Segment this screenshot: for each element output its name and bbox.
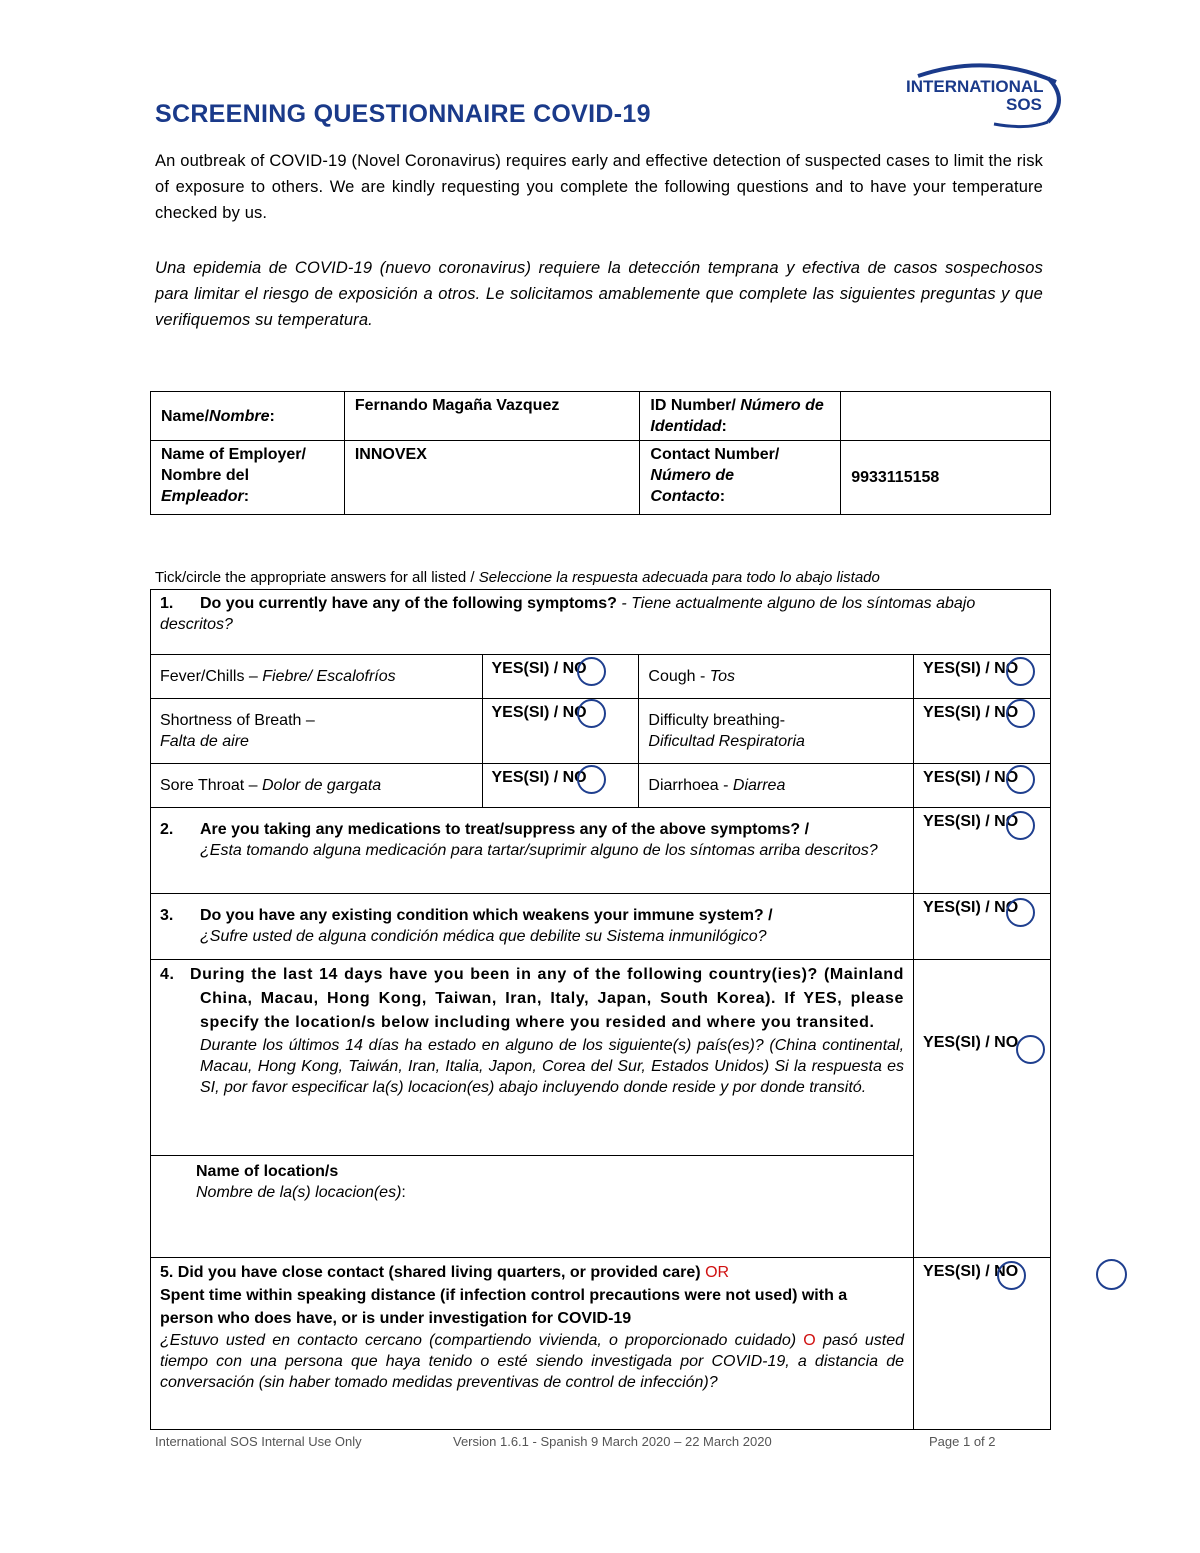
symptom-diarrhoea: Diarrhoea - Diarrea <box>639 764 914 808</box>
symptom-sore-throat: Sore Throat – Dolor de gargata <box>151 764 483 808</box>
employer-field[interactable]: INNOVEX <box>344 441 640 515</box>
answer-sore-throat[interactable]: YES(SI) / NO <box>482 764 639 808</box>
intro-spanish: Una epidemia de COVID-19 (nuevo coronavirus) requiere la detección temprana y efectiva de casos sospechosos para limitar el riesgo de exposición a otros. Le solicitamos amablemente que complete las siguientes preguntas y que verifiquemos su temperatura. <box>155 259 1043 329</box>
answer-difficulty-breathing[interactable]: YES(SI) / NO <box>914 699 1051 764</box>
no-circle-icon <box>1006 898 1035 927</box>
question-1: 1. Do you currently have any of the following symptoms? - Tiene actualmente alguno de los síntomas abajo descritos? <box>151 590 1051 655</box>
no-circle-icon <box>997 1261 1026 1290</box>
answer-question-5[interactable]: YES(SI) / NO <box>914 1258 1051 1430</box>
answer-fever[interactable]: YES(SI) / NO <box>482 655 639 699</box>
no-circle-icon <box>577 765 606 794</box>
no-circle-icon <box>1006 811 1035 840</box>
stray-circle-mark-icon <box>1096 1259 1127 1290</box>
question-4: 4. During the last 14 days have you been in any of the following country(ies)? (Mainland China, Macau, Hong Kong, Taiwan, Iran, Italy, Japan, South Korea). If YES, please specify the location/s below including where you resided and where you transited. Durante los últimos 14 días ha estado en alguno de los siguiente(s) país(es)? (China continental, Macau, Hong Kong, Taiwán, Iran, Italia, Japon, Corea del Sur, Estados Unidos) Si la respuesta es SI, por favor especificar la(s) locacion(es) abajo incluyendo donde reside y por donde transitó. <box>151 960 914 1156</box>
no-circle-icon <box>1006 699 1035 728</box>
name-label: Name/Nombre: <box>151 392 345 441</box>
personal-info-table <box>150 391 1051 515</box>
symptom-difficulty-breathing: Difficulty breathing- Dificultad Respiratoria <box>639 699 914 764</box>
logo-line1: INTERNATIONAL <box>906 77 1044 96</box>
question-5: 5. Did you have close contact (shared living quarters, or provided care) OR Spent time within speaking distance (if infection control precautions were not used) with a person who does have, or is under investigation for COVID-19 ¿Estuvo usted en contacto cercano (compartiendo vivienda, o proporcionado cuidado) O pasó usted tiempo con una persona que haya tenido o esté siendo investigada por COVID-19, a distancia de conversación (sin haber tomado medidas preventivas de control de infección)? <box>151 1258 914 1430</box>
footer-version: Version 1.6.1 - Spanish 9 March 2020 – 22 March 2020 <box>453 1434 772 1449</box>
answer-question-4[interactable]: YES(SI) / NO <box>914 960 1051 1258</box>
no-circle-icon <box>577 657 606 686</box>
intro-english: An outbreak of COVID-19 (Novel Coronavirus) requires early and effective detection of suspected cases to limit the risk of exposure to others. We are kindly requesting you complete the following questions and to have your temperature checked by us. <box>155 152 1043 222</box>
employer-label: Name of Employer/ Nombre del Empleador: <box>151 441 345 515</box>
id-number-label: ID Number/ Número de Identidad: <box>640 392 841 441</box>
symptom-fever: Fever/Chills – Fiebre/ Escalofríos <box>151 655 483 699</box>
no-circle-icon <box>577 699 606 728</box>
contact-number-label: Contact Number/ Número de Contacto: <box>640 441 841 515</box>
no-circle-icon <box>1006 765 1035 794</box>
question-3: 3. Do you have any existing condition which weakens your immune system? / ¿Sufre usted de alguna condición médica que debilite su Sistema inmunilógico? <box>151 894 914 960</box>
answer-question-2[interactable]: YES(SI) / NO <box>914 808 1051 894</box>
no-circle-icon <box>1016 1035 1045 1064</box>
answer-diarrhoea[interactable]: YES(SI) / NO <box>914 764 1051 808</box>
tick-instruction: Tick/circle the appropriate answers for all listed / Seleccione la respuesta adecuada para todo lo abajo listado <box>155 569 880 586</box>
name-field[interactable]: Fernando Magaña Vazquez <box>344 392 640 441</box>
international-sos-logo <box>898 52 1068 132</box>
question-2: 2. Are you taking any medications to treat/suppress any of the above symptoms? / ¿Esta tomando alguna medicación para tartar/suprimir alguno de los síntomas arriba descritos? <box>151 808 914 894</box>
symptom-shortness-of-breath: Shortness of Breath – Falta de aire <box>151 699 483 764</box>
page-title: SCREENING QUESTIONNAIRE COVID-19 <box>155 100 651 128</box>
symptom-cough: Cough - Tos <box>639 655 914 699</box>
footer-page-number: Page 1 of 2 <box>929 1434 996 1449</box>
answer-question-3[interactable]: YES(SI) / NO <box>914 894 1051 960</box>
location-field[interactable]: Name of location/s Nombre de la(s) locacion(es): <box>151 1156 914 1258</box>
answer-shortness-of-breath[interactable]: YES(SI) / NO <box>482 699 639 764</box>
logo-line2: SOS <box>1006 95 1042 114</box>
footer-internal-use: International SOS Internal Use Only <box>155 1434 362 1449</box>
id-number-field[interactable] <box>841 392 1051 441</box>
questionnaire-table <box>150 589 1051 1430</box>
contact-number-field[interactable]: 9933115158 <box>841 441 1051 515</box>
no-circle-icon <box>1006 657 1035 686</box>
answer-cough[interactable]: YES(SI) / NO <box>914 655 1051 699</box>
